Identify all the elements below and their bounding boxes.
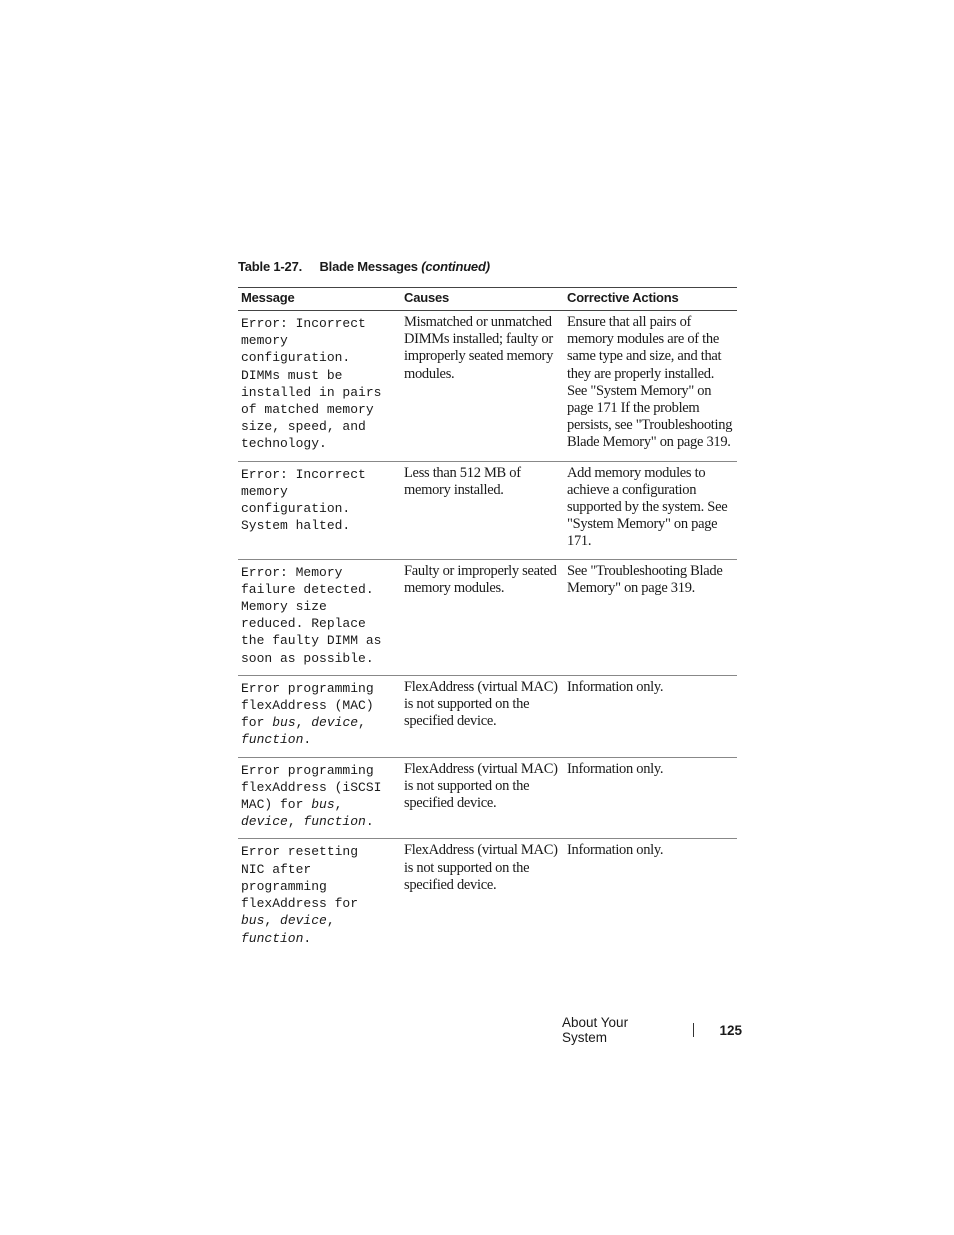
table-continued-label: (continued) (421, 259, 490, 274)
message-text: , (295, 715, 312, 731)
header-corrective-actions: Corrective Actions (564, 288, 737, 311)
footer-divider (693, 1023, 694, 1037)
causes-cell: Faulty or improperly seated memory modules. (401, 559, 564, 675)
message-cell (238, 757, 401, 839)
message-text: , (358, 715, 366, 731)
corrective-actions-cell: Add memory modules to achieve a configuration supported by the system. See "System Memory" on page 171. (564, 461, 737, 559)
header-causes: Causes (401, 288, 564, 311)
message-text: . (365, 814, 374, 830)
message-text: . (303, 930, 312, 946)
causes-cell: Less than 512 MB of memory installed. (401, 461, 564, 559)
causes-cell: Mismatched or unmatched DIMMs installed; faulty or improperly seated memory modules. (401, 311, 564, 462)
message-cell (238, 559, 401, 675)
message-variable: bus (311, 797, 335, 813)
message-text: Error: Incorrect memory configuration. System halted. (241, 466, 366, 534)
message-variable: device (280, 913, 327, 929)
message-variable: bus (241, 913, 265, 929)
message-variable: function (241, 732, 304, 748)
message-text: . (303, 732, 312, 748)
table-row (238, 757, 737, 839)
message-cell (238, 461, 401, 559)
footer-section-title: About Your System (562, 1015, 629, 1045)
message-text: , (264, 913, 281, 929)
corrective-actions-cell: Information only. (564, 675, 737, 757)
table-row (238, 461, 737, 559)
message-text: , (287, 814, 304, 830)
table-row (238, 311, 737, 462)
message-variable: function (241, 930, 304, 946)
table-number: Table 1-27. (238, 259, 303, 274)
message-text: Error resetting NIC after programming flexAddress for (241, 844, 359, 912)
table-title: Blade Messages (319, 259, 418, 274)
message-text: , (334, 797, 343, 813)
header-message: Message (238, 288, 401, 311)
corrective-actions-cell: Ensure that all pairs of memory modules are of the same type and size, and that they are properly installed. See "System Memory" on page 171 If the problem persists, see "Troubleshooting Blade Memory" on page 319. (564, 311, 737, 462)
corrective-actions-cell: Information only. (564, 757, 737, 839)
message-variable: device (241, 814, 288, 830)
message-cell (238, 311, 401, 462)
causes-cell: FlexAddress (virtual MAC) is not supported on the specified device. (401, 757, 564, 839)
table-caption (238, 259, 490, 274)
message-text: Error: Memory failure detected. Memory size reduced. Replace the faulty DIMM as soon as possible. (241, 564, 382, 666)
corrective-actions-cell: See "Troubleshooting Blade Memory" on page 319. (564, 559, 737, 675)
blade-messages-table (238, 287, 737, 955)
message-cell (238, 839, 401, 955)
message-cell (238, 675, 401, 757)
table-row (238, 675, 737, 757)
table-row (238, 839, 737, 955)
page-footer (562, 1015, 742, 1045)
causes-cell: FlexAddress (virtual MAC) is not supported on the specified device. (404, 842, 558, 893)
causes-cell: FlexAddress (virtual MAC) is not supported on the specified device. (401, 675, 564, 757)
message-text: Error programming flexAddress (iSCSI MAC) for (241, 762, 382, 813)
table-row (238, 559, 737, 675)
corrective-actions-cell: Information only. (567, 842, 664, 859)
message-text: Error: Incorrect memory configuration. DIMMs must be installed in pairs of matched memory size, speed, and technology. (241, 316, 382, 452)
table-header-row (238, 288, 737, 311)
message-text: Error programming flexAddress (MAC) for (241, 680, 374, 731)
message-text: , (326, 913, 335, 929)
page-number: 125 (719, 1022, 742, 1038)
message-variable: device (311, 715, 359, 731)
message-variable: bus (272, 715, 296, 731)
message-variable: function (303, 814, 366, 830)
